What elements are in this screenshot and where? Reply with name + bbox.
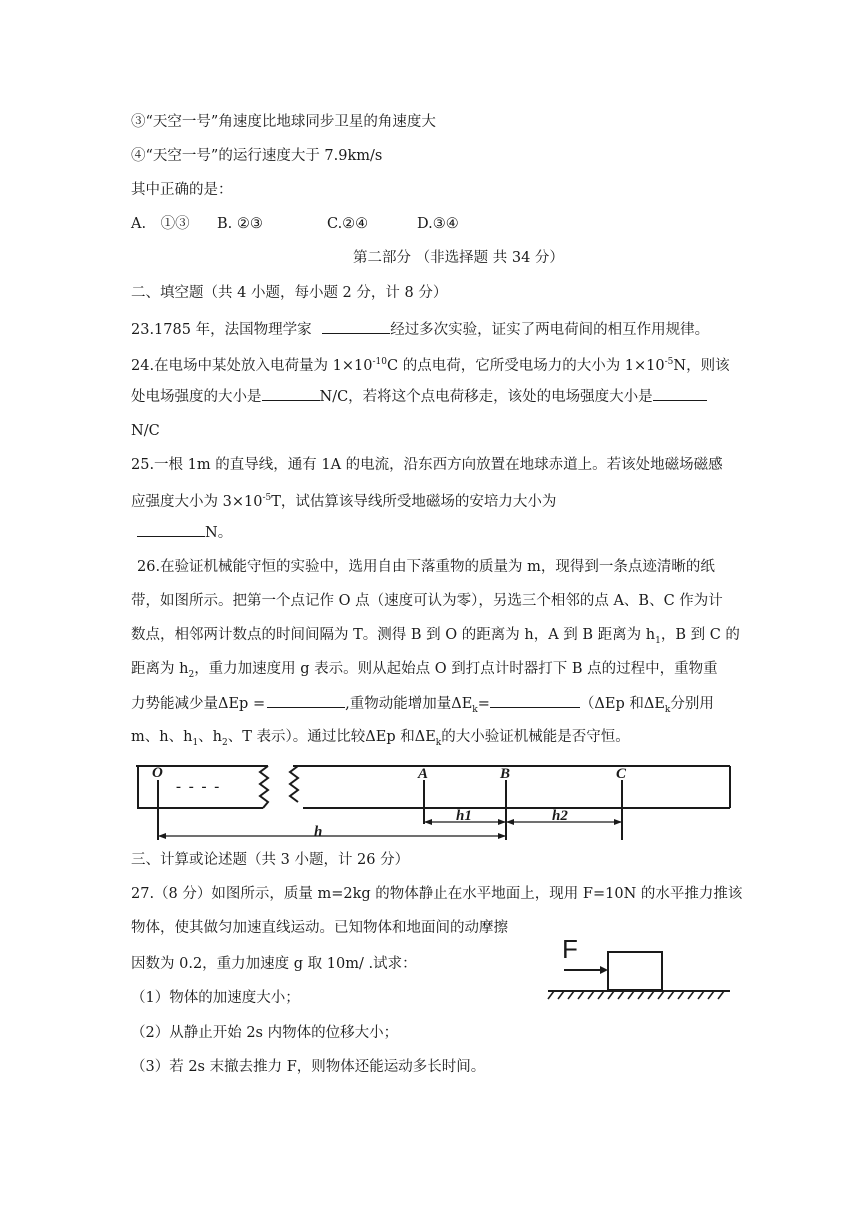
- force-label: F: [562, 934, 578, 964]
- arrowhead: [158, 833, 166, 839]
- q26-text: ，B 到 C 的: [660, 627, 740, 643]
- q25-text: 应强度大小为 3×10: [131, 493, 263, 510]
- q24-line2: [131, 386, 707, 407]
- q26-text: =: [477, 696, 490, 712]
- q26-text: 、h: [198, 729, 223, 745]
- label-h1: h1: [456, 808, 472, 824]
- paper-tape-figure: [128, 758, 738, 844]
- q25-line1: 25.一根 1m 的直导线，通有 1A 的电流，沿东西方向放置在地球赤道上。若该处地磁场磁感: [131, 457, 723, 473]
- tape-right-torn-edge: [290, 766, 298, 802]
- q24-text: 处电场强度的大小是: [131, 389, 262, 405]
- q25-exponent: -5: [262, 493, 272, 503]
- arrowhead: [498, 833, 506, 839]
- q26-line5: [131, 693, 714, 720]
- q26-line1: 26.在验证机械能守恒的实验中，选用自由下落重物的质量为 m，现得到一条点迹清晰的纸: [137, 559, 715, 575]
- option-d: D.③④: [417, 216, 459, 232]
- q22-item-3: ③“天空一号”角速度比地球同步卫星的角速度大: [131, 114, 436, 130]
- block: [608, 952, 662, 990]
- q25-line2: [131, 488, 556, 512]
- label-b: B: [500, 766, 511, 782]
- q26-text: m、h、h: [131, 729, 193, 745]
- q27-sub3: （3）若 2s 末撤去推力 F，则物体还能运动多长时间。: [131, 1059, 486, 1075]
- q23: [131, 319, 709, 340]
- label-a: A: [418, 766, 429, 782]
- section2-title: 二、填空题（共 4 小题，每小题 2 分，计 8 分）: [131, 285, 448, 301]
- q23-text-before: 23.1785 年，法国物理学家: [131, 322, 312, 338]
- q24-text: N/C，若将这个点电荷移走，该处的电场强度大小是: [319, 389, 653, 405]
- q22-prompt: 其中正确的是：: [131, 182, 233, 198]
- q24-line1: [131, 352, 730, 376]
- label-h: h: [314, 824, 323, 840]
- q26-text: 、T 表示）。通过比较ΔEp 和ΔE: [227, 729, 436, 745]
- q25-text: T，试估算该导线所受地磁场的安培力大小为: [271, 493, 557, 510]
- q24-text: 24.在电场中某处放入电荷量为 1×10: [131, 357, 373, 374]
- q26-line3: [131, 625, 740, 651]
- option-c: C.②④: [327, 216, 369, 232]
- label-h2: h2: [552, 808, 568, 824]
- q24-text: C 的点电荷，它所受电场力的大小为 1×10: [387, 357, 665, 374]
- q24-answer-blank-1[interactable]: [262, 386, 320, 401]
- q26-line4: [131, 659, 718, 685]
- q27-line1: 27.（8 分）如图所示，质量 m=2kg 的物体静止在水平地面上，现用 F=10N 的水平推力推该: [131, 886, 743, 902]
- q26-subscript: k: [472, 704, 478, 715]
- q26-text: 距离为 h: [131, 661, 189, 677]
- section3-title: 三、计算或论述题（共 3 小题，计 26 分）: [131, 852, 410, 868]
- arrowhead: [614, 819, 622, 825]
- arrowhead: [506, 819, 514, 825]
- option-a: A. ①③: [131, 216, 190, 232]
- q25-text: N。: [205, 525, 233, 541]
- q27-line2: 物体，使其做匀加速直线运动。已知物体和地面间的动摩擦: [131, 920, 508, 936]
- q26-text: 的大小验证机械能是否守恒。: [441, 729, 630, 745]
- label-c: C: [616, 766, 627, 782]
- q25-line3: [137, 522, 232, 543]
- q24-exponent: -10: [372, 357, 387, 367]
- q26-text: ，重力加速度用 g 表示。则从起始点 O 到打点计时器打下 B 点的过程中，重物重: [194, 661, 718, 677]
- q26-answer-blank-1[interactable]: [267, 693, 345, 708]
- ground-hatching: [548, 991, 724, 999]
- q26-answer-blank-2[interactable]: [490, 693, 580, 708]
- q26-text: 数点，相邻两计数点的时间间隔为 T。测得 B 到 O 的距离为 h，A 到 B 距离为 h: [131, 627, 656, 643]
- q26-text: （ΔEp 和ΔE: [579, 696, 665, 712]
- q26-subscript: 1: [192, 737, 199, 748]
- q27-sub1: （1）物体的加速度大小；: [131, 990, 300, 1006]
- q27-line3: 因数为 0.2，重力加速度 g 取 10m/ .试求：: [131, 956, 417, 972]
- q26-subscript: 1: [655, 635, 661, 646]
- q24-text: N，则该: [673, 357, 730, 374]
- label-o: O: [152, 765, 163, 781]
- arrowhead: [498, 819, 506, 825]
- arrowhead: [424, 819, 432, 825]
- tape-left-torn-edge: [260, 766, 268, 808]
- q26-text: 分别用: [670, 696, 714, 712]
- q26-subscript: 2: [222, 737, 228, 748]
- q24-line3: N/C: [131, 423, 160, 439]
- q23-text-after: 经过多次实验，证实了两电荷间的相互作用规律。: [390, 322, 710, 338]
- part2-title: 第二部分 （非选择题 共 34 分）: [353, 250, 564, 266]
- q26-subscript: k: [435, 737, 442, 748]
- block-force-figure: [544, 928, 736, 1004]
- q26-subscript: k: [664, 704, 671, 715]
- q25-answer-blank[interactable]: [137, 522, 205, 537]
- q24-answer-blank-2[interactable]: [653, 386, 707, 401]
- tape-dots: - - - -: [176, 779, 222, 795]
- q26-line6: [131, 727, 630, 753]
- force-arrowhead: [600, 966, 608, 974]
- q23-answer-blank[interactable]: [322, 319, 390, 334]
- q26-line2: 带，如图所示。把第一个点记作 O 点（速度可认为零），另选三个相邻的点 A、B、C 作为计: [131, 593, 723, 609]
- option-b: B. ②③: [217, 216, 263, 232]
- q22-options: [131, 214, 459, 234]
- q26-subscript: 2: [188, 669, 195, 680]
- q26-text: 力势能减少量ΔEp =: [131, 696, 266, 712]
- q24-exponent: -5: [664, 357, 674, 367]
- q26-text: ,重物动能增加量ΔE: [345, 696, 473, 712]
- q22-item-4: ④“天空一号”的运行速度大于 7.9km/s: [131, 148, 383, 164]
- q27-sub2: （2）从静止开始 2s 内物体的位移大小；: [131, 1025, 399, 1041]
